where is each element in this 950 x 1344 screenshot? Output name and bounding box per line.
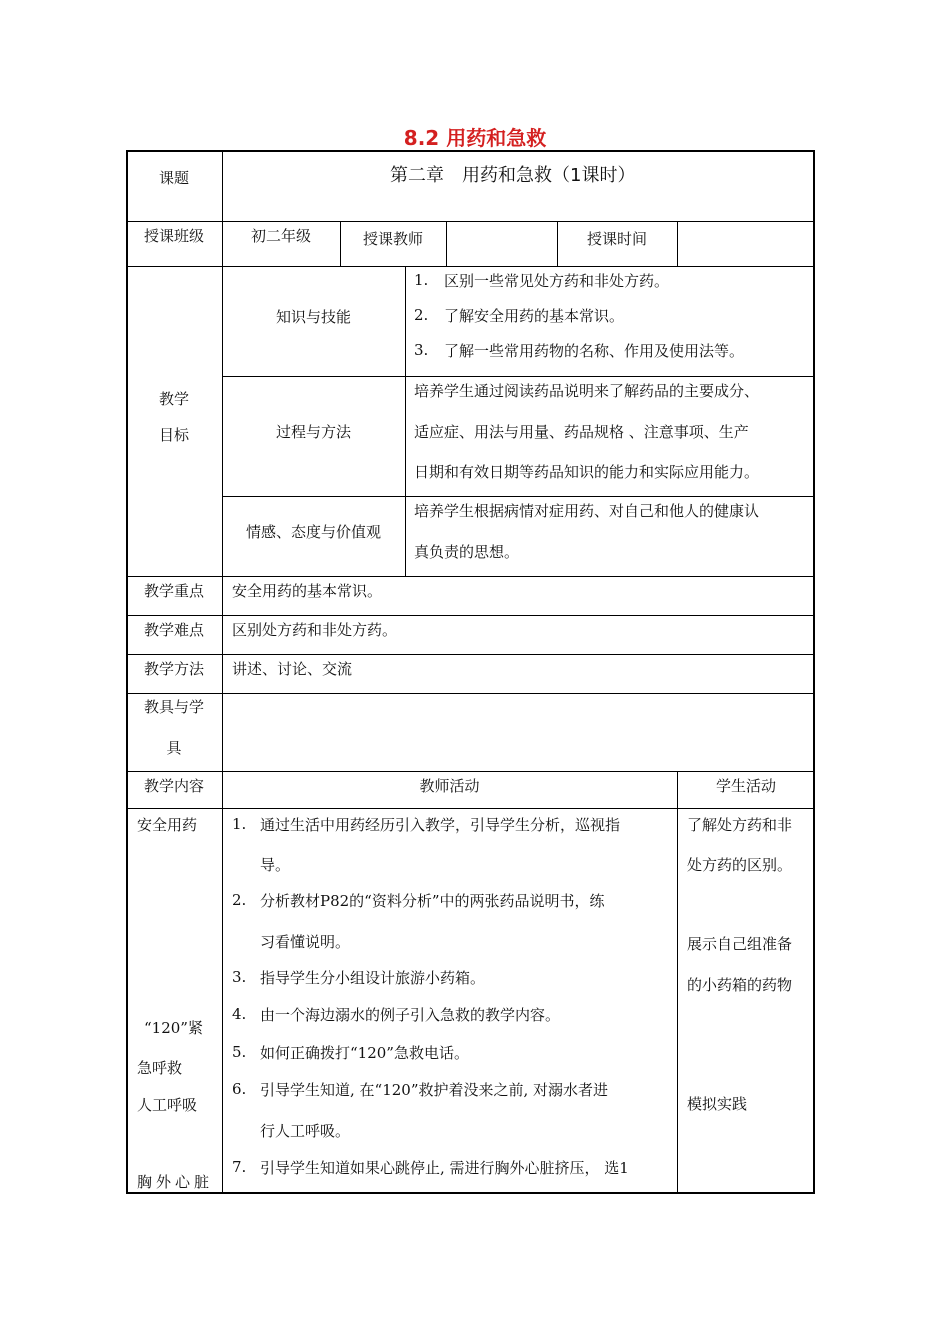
process-label: 过程与方法 xyxy=(275,423,351,441)
grid-line xyxy=(405,266,406,576)
process-line-3: 日期和有效日期等药品知识的能力和实际应用能力。 xyxy=(414,463,760,481)
student-activity-b1: 展示自己组准备 xyxy=(687,935,793,953)
teacher-activity-header: 教师活动 xyxy=(419,777,480,795)
grid-line xyxy=(126,693,815,694)
content-respiration: 人工呼吸 xyxy=(137,1096,198,1114)
teacher-item-3-line-1: 指导学生分小组设计旅游小药箱。 xyxy=(260,969,486,987)
emotion-label: 情感、态度与价值观 xyxy=(245,523,381,541)
student-activity-a2: 处方药的区别。 xyxy=(687,856,793,874)
grid-line xyxy=(126,576,815,577)
teacher-item-6-num: 6. xyxy=(232,1080,247,1098)
teacher-item-4-line-1: 由一个海边溺水的例子引入急救的教学内容。 xyxy=(260,1006,561,1024)
grid-line xyxy=(222,496,815,497)
knowledge-item-1: 区别一些常见处方药和非处方药。 xyxy=(444,272,670,290)
emotion-line-1: 培养学生根据病情对症用药、对自己和他人的健康认 xyxy=(414,502,760,520)
teacher-item-6-line-1: 引导学生知道, 在“120”救护着没来之前, 对溺水者进 xyxy=(260,1081,609,1099)
grid-line xyxy=(126,808,815,809)
time-label: 授课时间 xyxy=(586,230,647,248)
knowledge-item-3: 了解一些常用药物的名称、作用及使用法等。 xyxy=(444,342,745,360)
teacher-item-1-num: 1. xyxy=(232,815,247,833)
student-activity-c1: 模拟实践 xyxy=(687,1095,748,1113)
tools-label-line1: 教具与学 xyxy=(143,698,204,716)
difficulties-label: 教学难点 xyxy=(143,621,204,639)
teacher-item-2-line-2: 习看懂说明。 xyxy=(260,933,351,951)
document-title: 8.2 用药和急救 xyxy=(403,126,547,150)
grid-line xyxy=(126,654,815,655)
process-line-1: 培养学生通过阅读药品说明来了解药品的主要成分、 xyxy=(414,382,760,400)
content-header: 教学内容 xyxy=(143,777,204,795)
knowledge-item-2: 了解安全用药的基本常识。 xyxy=(444,307,625,325)
teacher-item-2-line-1: 分析教材P82的“资料分析”中的两张药品说明书，练 xyxy=(260,892,605,910)
teacher-item-1-line-2: 导。 xyxy=(260,856,291,874)
goals-label-line1: 教学 xyxy=(158,390,189,408)
grid-line xyxy=(126,266,815,267)
content-emergency-line-2: 急呼救 xyxy=(137,1059,183,1077)
grid-line xyxy=(446,221,447,266)
knowledge-item-3-num: 3. xyxy=(414,341,429,359)
student-activity-a1: 了解处方药和非 xyxy=(687,816,793,834)
student-activity-b2: 的小药箱的药物 xyxy=(687,976,793,994)
knowledge-item-2-num: 2. xyxy=(414,306,429,324)
teacher-label: 授课教师 xyxy=(362,230,423,248)
teacher-item-2-num: 2. xyxy=(232,891,247,909)
grid-line xyxy=(126,771,815,772)
teacher-item-4-num: 4. xyxy=(232,1005,247,1023)
class-value: 初二年级 xyxy=(250,227,311,245)
goals-label-line2: 目标 xyxy=(158,426,189,444)
emotion-line-2: 真负责的思想。 xyxy=(414,543,520,561)
content-emergency-line-1: “120”紧 xyxy=(144,1019,203,1037)
tools-label-line2: 具 xyxy=(166,739,182,757)
process-line-2: 适应症、用法与用量、药品规格 、注意事项、生产 xyxy=(414,423,749,441)
grid-line xyxy=(677,221,678,266)
grid-line xyxy=(126,615,815,616)
teacher-item-5-line-1: 如何正确拨打“120”急救电话。 xyxy=(260,1044,469,1062)
student-activity-header: 学生活动 xyxy=(715,777,776,795)
grid-line xyxy=(677,771,678,1194)
teacher-item-3-num: 3. xyxy=(232,968,247,986)
class-label: 授课班级 xyxy=(143,227,204,245)
teacher-item-5-num: 5. xyxy=(232,1043,247,1061)
teacher-item-1-line-1: 通过生活中用药经历引入教学，引导学生分析，巡视指 xyxy=(260,816,621,834)
content-safe-medication: 安全用药 xyxy=(137,816,198,834)
course-label: 课题 xyxy=(158,169,189,187)
knowledge-label: 知识与技能 xyxy=(275,308,351,326)
difficulties-value: 区别处方药和非处方药。 xyxy=(232,621,398,639)
content-heart: 胸外心脏 xyxy=(137,1173,214,1191)
teacher-item-6-line-2: 行人工呼吸。 xyxy=(260,1122,351,1140)
key-points-label: 教学重点 xyxy=(143,582,204,600)
course-value: 第二章 用药和急救（1课时） xyxy=(390,165,636,186)
key-points-value: 安全用药的基本常识。 xyxy=(232,582,383,600)
knowledge-item-1-num: 1. xyxy=(414,271,429,289)
methods-label: 教学方法 xyxy=(143,660,204,678)
teacher-item-7-num: 7. xyxy=(232,1158,247,1176)
grid-line xyxy=(222,376,815,377)
methods-value: 讲述、讨论、交流 xyxy=(232,660,353,678)
teacher-item-7-line-1: 引导学生知道如果心跳停止, 需进行胸外心脏挤压， 选1 xyxy=(260,1159,629,1177)
grid-line xyxy=(126,221,815,222)
